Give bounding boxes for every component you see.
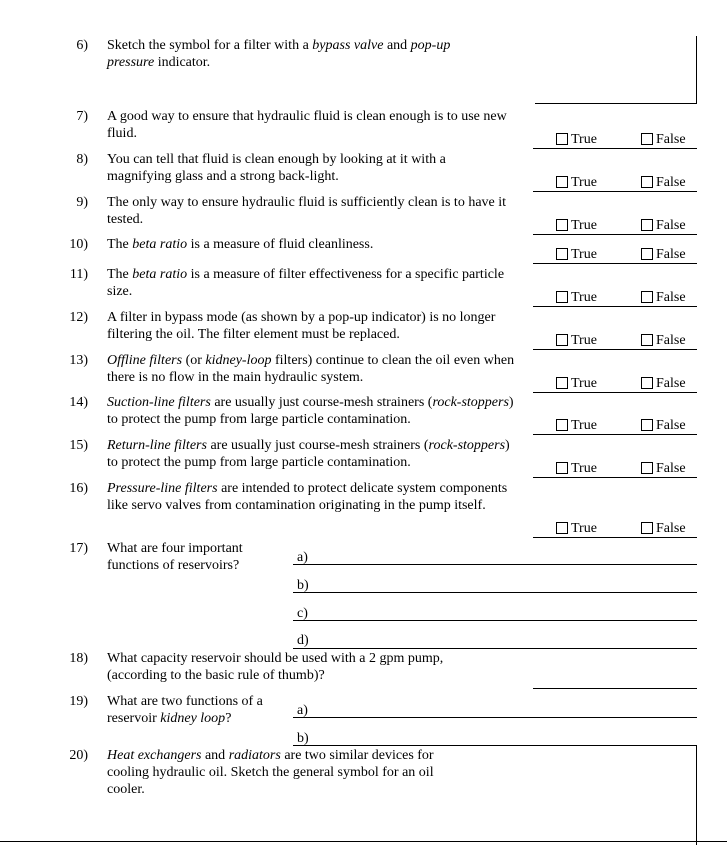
answer-line (533, 263, 697, 264)
question-text: What are two functions of a reservoir kidney loop? (107, 694, 263, 726)
question-text: The beta ratio is a measure of fluid cleanliness. (107, 237, 374, 252)
question-number: 12) (69, 310, 88, 325)
sub-answer-label: b) (297, 578, 309, 593)
false-option[interactable]: False (641, 174, 686, 192)
false-checkbox[interactable] (641, 377, 653, 389)
question-number: 16) (69, 481, 88, 496)
question-number: 6) (76, 38, 88, 53)
true-option[interactable]: True (556, 520, 597, 538)
answer-line (533, 191, 697, 192)
true-checkbox[interactable] (556, 462, 568, 474)
question-text: Heat exchangers and radiators are two similar devices for cooling hydraulic oil. Sketch the general symbol for an oil cooler. (107, 748, 434, 797)
sub-answer-label: d) (297, 633, 309, 648)
false-option[interactable]: False (641, 417, 686, 435)
true-option[interactable]: True (556, 375, 597, 393)
false-option[interactable]: False (641, 460, 686, 478)
false-option[interactable]: False (641, 520, 686, 538)
answer-line (533, 349, 697, 350)
question-number: 13) (69, 353, 88, 368)
question-text: Sketch the symbol for a filter with a bypass valve and pop-up pressure indicator. (107, 38, 451, 70)
false-checkbox[interactable] (641, 133, 653, 145)
answer-line[interactable] (293, 648, 697, 649)
answer-line[interactable] (293, 745, 697, 746)
question-number: 10) (69, 237, 88, 252)
question-number: 8) (76, 152, 88, 167)
answer-line (533, 148, 697, 149)
false-checkbox[interactable] (641, 522, 653, 534)
true-option[interactable]: True (556, 174, 597, 192)
question-text: A filter in bypass mode (as shown by a pop-up indicator) is no longer filtering the oil. The filter element must be replaced. (107, 310, 496, 342)
false-checkbox[interactable] (641, 419, 653, 431)
question-text: Pressure-line filters are intended to protect delicate system components like servo valves from contamination originating in the pump itself. (107, 481, 508, 513)
false-option[interactable]: False (641, 131, 686, 149)
true-checkbox[interactable] (556, 419, 568, 431)
false-checkbox[interactable] (641, 176, 653, 188)
answer-line[interactable] (293, 717, 697, 718)
question-number: 15) (69, 438, 88, 453)
false-option[interactable]: False (641, 246, 686, 264)
true-checkbox[interactable] (556, 248, 568, 260)
false-option[interactable]: False (641, 375, 686, 393)
answer-line (533, 477, 697, 478)
question-text: What are four important functions of reservoirs? (107, 541, 243, 573)
answer-line[interactable] (533, 688, 697, 689)
true-option[interactable]: True (556, 217, 597, 235)
true-checkbox[interactable] (556, 291, 568, 303)
false-checkbox[interactable] (641, 291, 653, 303)
question-text: Suction-line filters are usually just course-mesh strainers (rock-stoppers) to protect the pump from large particle contamination. (107, 395, 514, 427)
question-text: The only way to ensure hydraulic fluid is sufficiently clean is to have it tested. (107, 195, 507, 227)
sub-answer-label: c) (297, 606, 308, 621)
answer-line[interactable] (293, 592, 697, 593)
true-option[interactable]: True (556, 131, 597, 149)
question-number: 14) (69, 395, 88, 410)
sub-answer-label: a) (297, 703, 308, 718)
false-checkbox[interactable] (641, 462, 653, 474)
answer-line[interactable] (293, 564, 697, 565)
false-checkbox[interactable] (641, 248, 653, 260)
true-checkbox[interactable] (556, 219, 568, 231)
sub-answer-label: b) (297, 731, 309, 746)
question-number: 18) (69, 651, 88, 666)
true-checkbox[interactable] (556, 176, 568, 188)
sketch-box-border (696, 745, 697, 845)
question-text: A good way to ensure that hydraulic fluid is clean enough is to use new fluid. (107, 109, 507, 141)
answer-line (533, 392, 697, 393)
sketch-box-border (535, 103, 697, 104)
answer-line (533, 306, 697, 307)
question-text: Offline filters (or kidney-loop filters) continue to clean the oil even when there is no flow in the main hydraulic system. (107, 353, 515, 385)
question-text: Return-line filters are usually just course-mesh strainers (rock-stoppers) to protect the pump from large particle contamination. (107, 438, 510, 470)
true-option[interactable]: True (556, 289, 597, 307)
true-checkbox[interactable] (556, 377, 568, 389)
true-option[interactable]: True (556, 460, 597, 478)
question-number: 20) (69, 748, 88, 763)
page-bottom-rule (0, 841, 727, 842)
sketch-box-border (696, 36, 697, 103)
false-checkbox[interactable] (641, 219, 653, 231)
false-checkbox[interactable] (641, 334, 653, 346)
true-option[interactable]: True (556, 246, 597, 264)
question-text: You can tell that fluid is clean enough by looking at it with a magnifying glass and a strong back-light. (107, 152, 446, 184)
true-checkbox[interactable] (556, 522, 568, 534)
question-text: The beta ratio is a measure of filter effectiveness for a specific particle size. (107, 267, 505, 299)
answer-line (533, 234, 697, 235)
question-number: 9) (76, 195, 88, 210)
question-number: 7) (76, 109, 88, 124)
sub-answer-label: a) (297, 550, 308, 565)
false-option[interactable]: False (641, 332, 686, 350)
answer-line (533, 434, 697, 435)
false-option[interactable]: False (641, 217, 686, 235)
answer-line[interactable] (293, 620, 697, 621)
true-checkbox[interactable] (556, 133, 568, 145)
true-checkbox[interactable] (556, 334, 568, 346)
question-number: 17) (69, 541, 88, 556)
question-text: What capacity reservoir should be used with a 2 gpm pump, (according to the basic rule of thumb)? (107, 651, 444, 683)
answer-line (533, 537, 697, 538)
true-option[interactable]: True (556, 332, 597, 350)
false-option[interactable]: False (641, 289, 686, 307)
question-number: 19) (69, 694, 88, 709)
true-option[interactable]: True (556, 417, 597, 435)
question-number: 11) (69, 267, 88, 282)
